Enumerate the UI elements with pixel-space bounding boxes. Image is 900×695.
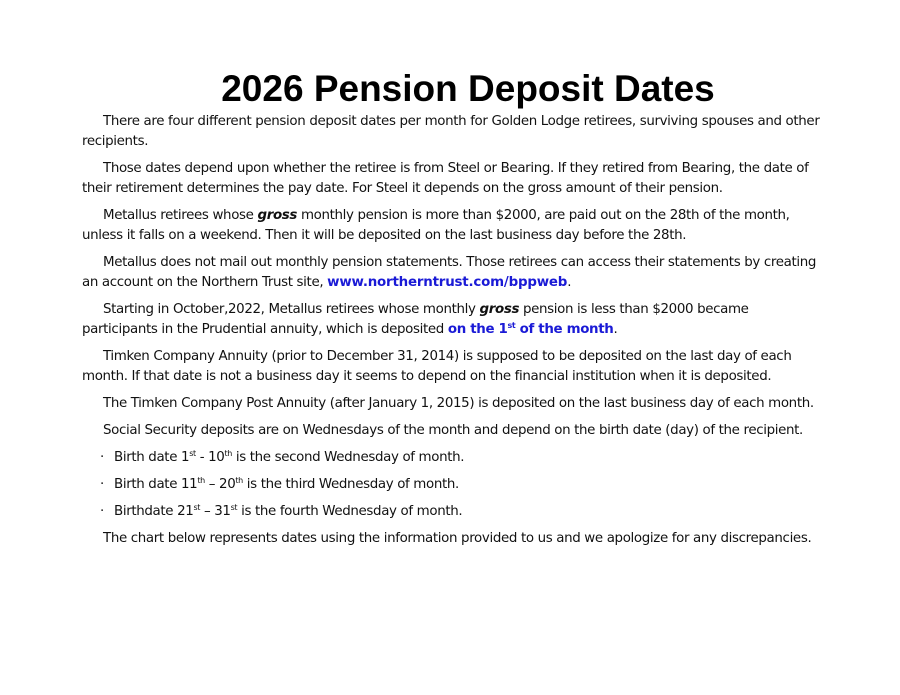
bullet-icon: · bbox=[100, 450, 104, 465]
page-title: 2026 Pension Deposit Dates bbox=[221, 67, 715, 109]
ordinal-suffix: st bbox=[507, 321, 516, 330]
ordinal-suffix: st bbox=[189, 449, 196, 458]
text: Metallus retirees whose bbox=[103, 208, 258, 223]
bullet-item bbox=[82, 475, 822, 495]
text: is the third Wednesday of month. bbox=[242, 477, 459, 492]
text: - 10 bbox=[195, 450, 225, 465]
text: – 31 bbox=[200, 504, 231, 519]
paragraph-timken-annuity: Timken Company Annuity (prior to December 31, 2014) is supposed to be deposited on the last day of each month. If that date is not a business day it seems to depend on the financial institution when it is deposited. bbox=[82, 349, 792, 384]
ordinal-suffix: th bbox=[224, 449, 232, 458]
paragraph-social-security: Social Security deposits are on Wednesdays of the month and depend on the birth date (day) of the recipient. bbox=[103, 423, 803, 438]
text: Birth date 11 bbox=[114, 477, 198, 492]
text: pension is less than $2000 became participants in the Prudential annuity, which is deposited bbox=[82, 302, 749, 337]
text: is the second Wednesday of month. bbox=[231, 450, 465, 465]
text: is the fourth Wednesday of month. bbox=[237, 504, 463, 519]
paragraph-prudential bbox=[82, 300, 822, 340]
text: Birthdate 21 bbox=[114, 504, 194, 519]
paragraph-statements bbox=[82, 253, 822, 293]
bullet-item bbox=[82, 448, 822, 468]
text: on the 1 bbox=[447, 322, 508, 337]
ordinal-suffix: st bbox=[193, 503, 201, 512]
text: Starting in October,2022, Metallus retirees whose monthly bbox=[103, 302, 480, 317]
bullet-icon: · bbox=[100, 477, 104, 492]
ordinal-suffix: th bbox=[235, 476, 243, 485]
bullet-item bbox=[82, 502, 822, 522]
paragraph-metallus-over-2000 bbox=[82, 206, 822, 246]
deposit-date-highlight bbox=[448, 322, 614, 337]
paragraph-closing: The chart below represents dates using the information provided to us and we apologize for any discrepancies. bbox=[103, 531, 812, 546]
gross-emphasis: gross bbox=[257, 208, 298, 223]
text: . bbox=[567, 275, 572, 290]
northern-trust-link[interactable]: www.northerntrust.com/bppweb bbox=[327, 275, 568, 290]
text: – 20 bbox=[204, 477, 236, 492]
text: Metallus does not mail out monthly pension statements. Those retirees can access their statements by creating an account on the Northern Trust site, bbox=[82, 255, 817, 290]
text: . bbox=[613, 322, 618, 337]
paragraph-timken-post-annuity: The Timken Company Post Annuity (after January 1, 2015) is deposited on the last business day of each month. bbox=[103, 396, 814, 411]
gross-emphasis: gross bbox=[479, 302, 520, 317]
text: Birth date 1 bbox=[114, 450, 190, 465]
bullet-icon: · bbox=[100, 504, 104, 519]
paragraph-intro: There are four different pension deposit dates per month for Golden Lodge retirees, surviving spouses and other recipients. bbox=[82, 114, 820, 149]
paragraph-steel-bearing: Those dates depend upon whether the retiree is from Steel or Bearing. If they retired from Bearing, the date of their retirement determines the pay date. For Steel it depends on the gross amount of their pension. bbox=[82, 161, 809, 196]
ordinal-suffix: st bbox=[230, 503, 238, 512]
text: monthly pension is more than $2000, are paid out on the 28th of the month, unless it falls on a weekend. Then it will be deposited on the last business day before the 28th. bbox=[82, 208, 790, 243]
ordinal-suffix: th bbox=[197, 476, 205, 485]
text: of the month bbox=[515, 322, 614, 337]
document-body bbox=[82, 112, 822, 556]
